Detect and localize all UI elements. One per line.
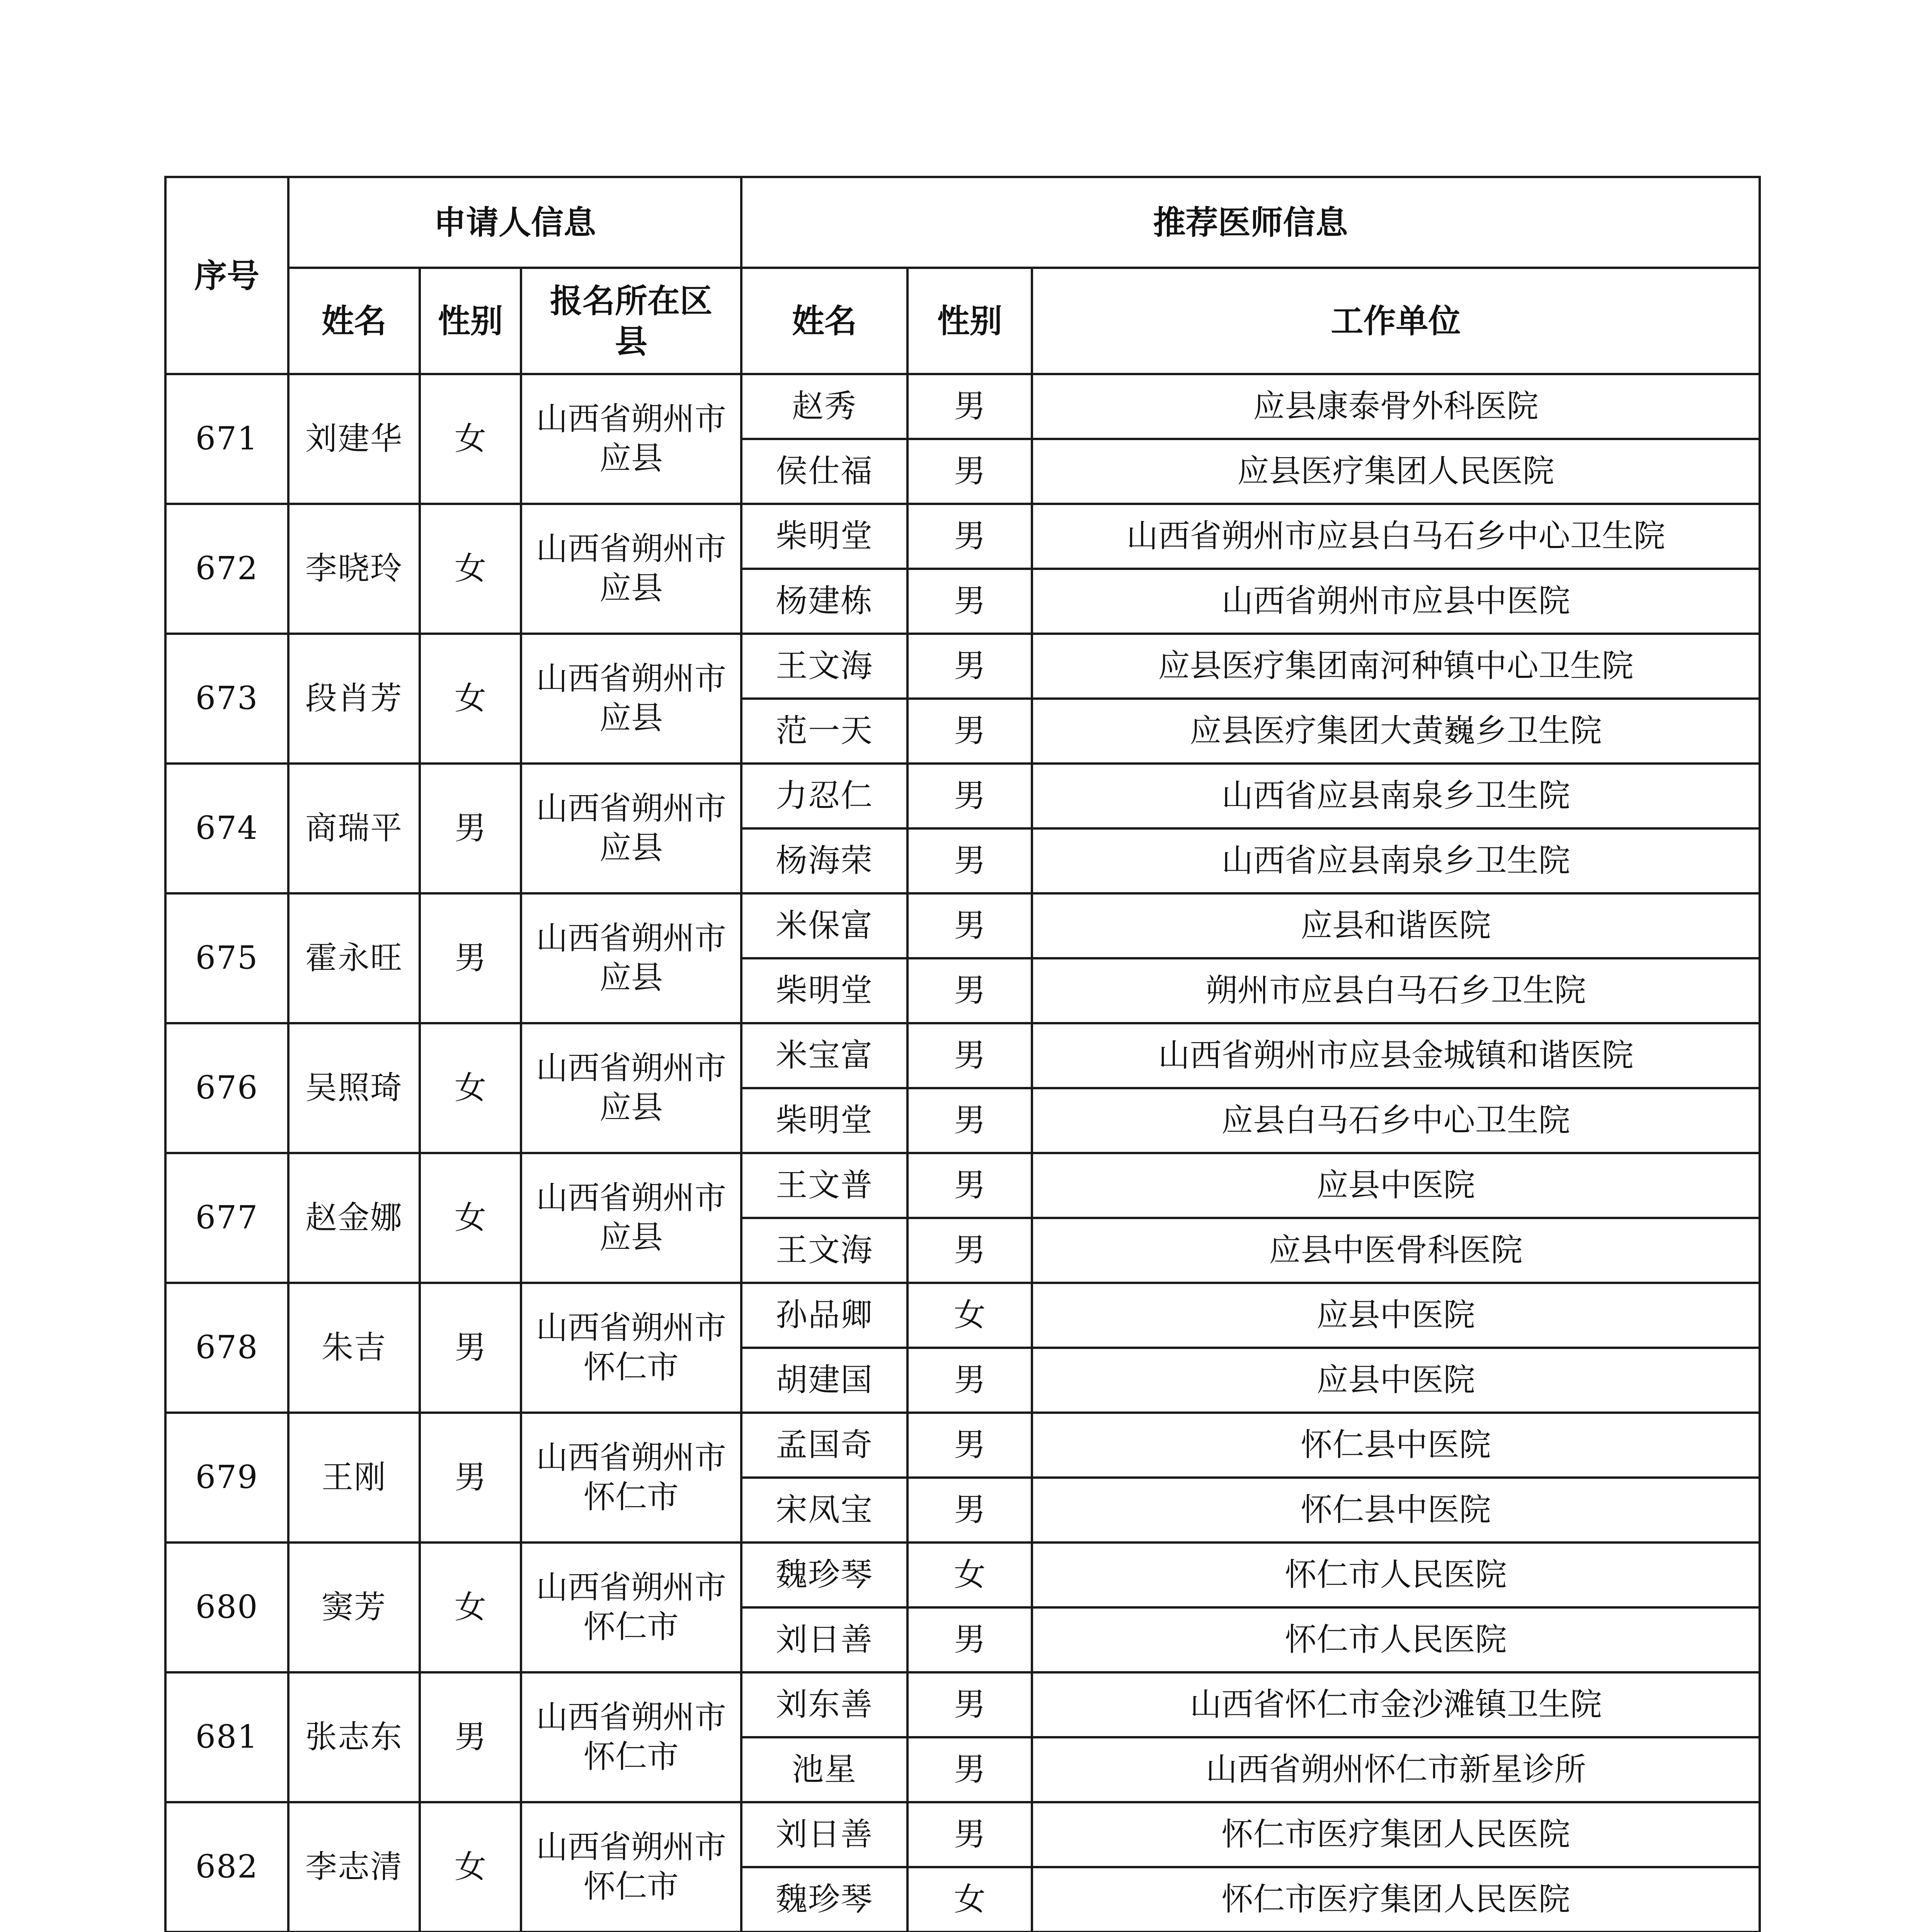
- applicant-seq: 681: [165, 1672, 288, 1802]
- doctor-workplace: 应县中医院: [1032, 1283, 1760, 1348]
- doctor-workplace: 怀仁市医疗集团人民医院: [1032, 1802, 1760, 1867]
- doctor-name: 刘日善: [741, 1607, 907, 1672]
- doctor-workplace: 山西省怀仁市金沙滩镇卫生院: [1032, 1672, 1760, 1737]
- applicant-name: 霍永旺: [288, 893, 420, 1023]
- applicant-seq: 674: [165, 764, 288, 893]
- table-row: [165, 1672, 1760, 1737]
- header-applicant-name: 姓名: [288, 268, 420, 374]
- applicant-gender: 女: [420, 374, 521, 504]
- applicant-seq: 680: [165, 1543, 288, 1672]
- applicant-region: 山西省朔州市怀仁市: [521, 1413, 741, 1543]
- doctor-workplace: 应县白马石乡中心卫生院: [1032, 1088, 1760, 1153]
- applicant-region: 山西省朔州市应县: [521, 374, 741, 504]
- doctor-gender: 女: [907, 1867, 1032, 1932]
- applicant-seq: 672: [165, 504, 288, 634]
- doctor-name: 孙品卿: [741, 1283, 907, 1348]
- table-row: [165, 893, 1760, 958]
- doctor-gender: 男: [907, 1607, 1032, 1672]
- doctor-workplace: 怀仁市人民医院: [1032, 1543, 1760, 1607]
- doctor-workplace: 山西省应县南泉乡卫生院: [1032, 828, 1760, 893]
- applicant-region: 山西省朔州市怀仁市: [521, 1283, 741, 1413]
- applicant-name: 赵金娜: [288, 1153, 420, 1283]
- applicant-region: 山西省朔州市应县: [521, 764, 741, 893]
- applicant-region: 山西省朔州市应县: [521, 1023, 741, 1153]
- applicant-name: 朱吉: [288, 1283, 420, 1413]
- doctor-name: 宋凤宝: [741, 1478, 907, 1543]
- doctor-workplace: 山西省朔州市应县中医院: [1032, 569, 1760, 634]
- applicant-seq: 679: [165, 1413, 288, 1543]
- doctor-name: 孟国奇: [741, 1413, 907, 1478]
- doctor-gender: 女: [907, 1283, 1032, 1348]
- applicant-gender: 女: [420, 1543, 521, 1672]
- header-applicant-gender: 性别: [420, 268, 521, 374]
- table-row: [165, 1802, 1760, 1867]
- applicant-name: 段肖芳: [288, 634, 420, 764]
- table-row: [165, 1023, 1760, 1088]
- applicant-seq: 675: [165, 893, 288, 1023]
- doctor-gender: 男: [907, 1348, 1032, 1413]
- doctor-gender: 男: [907, 374, 1032, 439]
- doctor-name: 刘日善: [741, 1802, 907, 1867]
- table-body: [165, 374, 1760, 1932]
- doctor-gender: 男: [907, 1218, 1032, 1283]
- applicant-region: 山西省朔州市怀仁市: [521, 1543, 741, 1672]
- doctor-recommendation-table: [164, 176, 1761, 1932]
- applicant-gender: 男: [420, 893, 521, 1023]
- doctor-workplace: 山西省朔州怀仁市新星诊所: [1032, 1737, 1760, 1802]
- table-row: [165, 1283, 1760, 1348]
- doctor-gender: 男: [907, 1737, 1032, 1802]
- doctor-gender: 男: [907, 1413, 1032, 1478]
- doctor-workplace: 应县和谐医院: [1032, 893, 1760, 958]
- doctor-gender: 男: [907, 764, 1032, 828]
- doctor-name: 魏珍琴: [741, 1543, 907, 1607]
- doctor-name: 杨海荣: [741, 828, 907, 893]
- doctor-gender: 男: [907, 439, 1032, 504]
- doctor-gender: 男: [907, 569, 1032, 634]
- doctor-name: 胡建国: [741, 1348, 907, 1413]
- doctor-name: 范一天: [741, 699, 907, 764]
- applicant-gender: 男: [420, 764, 521, 893]
- doctor-gender: 男: [907, 958, 1032, 1023]
- applicant-gender: 男: [420, 1283, 521, 1413]
- doctor-gender: 女: [907, 1543, 1032, 1607]
- doctor-workplace: 山西省朔州市应县金城镇和谐医院: [1032, 1023, 1760, 1088]
- doctor-name: 力忍仁: [741, 764, 907, 828]
- applicant-region: 山西省朔州市应县: [521, 634, 741, 764]
- doctor-name: 米保富: [741, 893, 907, 958]
- doctor-gender: 男: [907, 1088, 1032, 1153]
- applicant-name: 吴照琦: [288, 1023, 420, 1153]
- doctor-name: 刘东善: [741, 1672, 907, 1737]
- applicant-name: 李志清: [288, 1802, 420, 1932]
- applicant-region: 山西省朔州市怀仁市: [521, 1672, 741, 1802]
- applicant-seq: 678: [165, 1283, 288, 1413]
- doctor-gender: 男: [907, 504, 1032, 569]
- doctor-name: 柴明堂: [741, 504, 907, 569]
- applicant-name: 王刚: [288, 1413, 420, 1543]
- header-applicant-group: 申请人信息: [288, 177, 741, 268]
- doctor-workplace: 应县中医院: [1032, 1153, 1760, 1218]
- doctor-workplace: 朔州市应县白马石乡卫生院: [1032, 958, 1760, 1023]
- doctor-workplace: 应县中医骨科医院: [1032, 1218, 1760, 1283]
- doctor-workplace: 山西省应县南泉乡卫生院: [1032, 764, 1760, 828]
- applicant-gender: 女: [420, 504, 521, 634]
- applicant-name: 窦芳: [288, 1543, 420, 1672]
- applicant-gender: 男: [420, 1413, 521, 1543]
- doctor-workplace: 怀仁县中医院: [1032, 1478, 1760, 1543]
- doctor-workplace: 应县医疗集团南河种镇中心卫生院: [1032, 634, 1760, 699]
- applicant-gender: 男: [420, 1672, 521, 1802]
- doctor-name: 王文普: [741, 1153, 907, 1218]
- applicant-seq: 682: [165, 1802, 288, 1932]
- doctor-workplace: 应县中医院: [1032, 1348, 1760, 1413]
- doctor-workplace: 应县医疗集团人民医院: [1032, 439, 1760, 504]
- applicant-name: 刘建华: [288, 374, 420, 504]
- doctor-workplace: 怀仁县中医院: [1032, 1413, 1760, 1478]
- table-row: [165, 374, 1760, 439]
- applicant-region: 山西省朔州市应县: [521, 504, 741, 634]
- doctor-name: 王文海: [741, 634, 907, 699]
- doctor-workplace: 山西省朔州市应县白马石乡中心卫生院: [1032, 504, 1760, 569]
- applicant-name: 商瑞平: [288, 764, 420, 893]
- header-applicant-region: 报名所在区县: [521, 268, 741, 374]
- doctor-workplace: 应县康泰骨外科医院: [1032, 374, 1760, 439]
- doctor-workplace: 怀仁市医疗集团人民医院: [1032, 1867, 1760, 1932]
- header-doctor-name: 姓名: [741, 268, 907, 374]
- doctor-gender: 男: [907, 1802, 1032, 1867]
- doctor-name: 柴明堂: [741, 1088, 907, 1153]
- header-seq: 序号: [165, 177, 288, 374]
- doctor-gender: 男: [907, 1478, 1032, 1543]
- applicant-seq: 677: [165, 1153, 288, 1283]
- applicant-gender: 女: [420, 1023, 521, 1153]
- table-row: [165, 1413, 1760, 1478]
- doctor-gender: 男: [907, 828, 1032, 893]
- header-doctor-gender: 性别: [907, 268, 1032, 374]
- applicant-gender: 女: [420, 1802, 521, 1932]
- doctor-gender: 男: [907, 893, 1032, 958]
- doctor-name: 池星: [741, 1737, 907, 1802]
- applicant-seq: 671: [165, 374, 288, 504]
- table-row: [165, 634, 1760, 699]
- doctor-name: 魏珍琴: [741, 1867, 907, 1932]
- doctor-gender: 男: [907, 1672, 1032, 1737]
- doctor-workplace: 怀仁市人民医院: [1032, 1607, 1760, 1672]
- doctor-gender: 男: [907, 699, 1032, 764]
- applicant-gender: 女: [420, 634, 521, 764]
- applicant-name: 李晓玲: [288, 504, 420, 634]
- doctor-name: 王文海: [741, 1218, 907, 1283]
- doctor-name: 杨建栋: [741, 569, 907, 634]
- applicant-region: 山西省朔州市怀仁市: [521, 1802, 741, 1932]
- table-row: [165, 764, 1760, 828]
- doctor-workplace: 应县医疗集团大黄巍乡卫生院: [1032, 699, 1760, 764]
- table-row: [165, 504, 1760, 569]
- applicant-gender: 女: [420, 1153, 521, 1283]
- doctor-gender: 男: [907, 634, 1032, 699]
- applicant-region: 山西省朔州市应县: [521, 1153, 741, 1283]
- header-doctor-group: 推荐医师信息: [741, 177, 1760, 268]
- doctor-name: 赵秀: [741, 374, 907, 439]
- table-row: [165, 1543, 1760, 1607]
- applicant-seq: 673: [165, 634, 288, 764]
- applicant-region: 山西省朔州市应县: [521, 893, 741, 1023]
- doctor-name: 米宝富: [741, 1023, 907, 1088]
- header-doctor-workplace: 工作单位: [1032, 268, 1760, 374]
- doctor-name: 柴明堂: [741, 958, 907, 1023]
- doctor-gender: 男: [907, 1153, 1032, 1218]
- applicant-name: 张志东: [288, 1672, 420, 1802]
- doctor-name: 侯仕福: [741, 439, 907, 504]
- table-row: [165, 1153, 1760, 1218]
- doctor-gender: 男: [907, 1023, 1032, 1088]
- applicant-seq: 676: [165, 1023, 288, 1153]
